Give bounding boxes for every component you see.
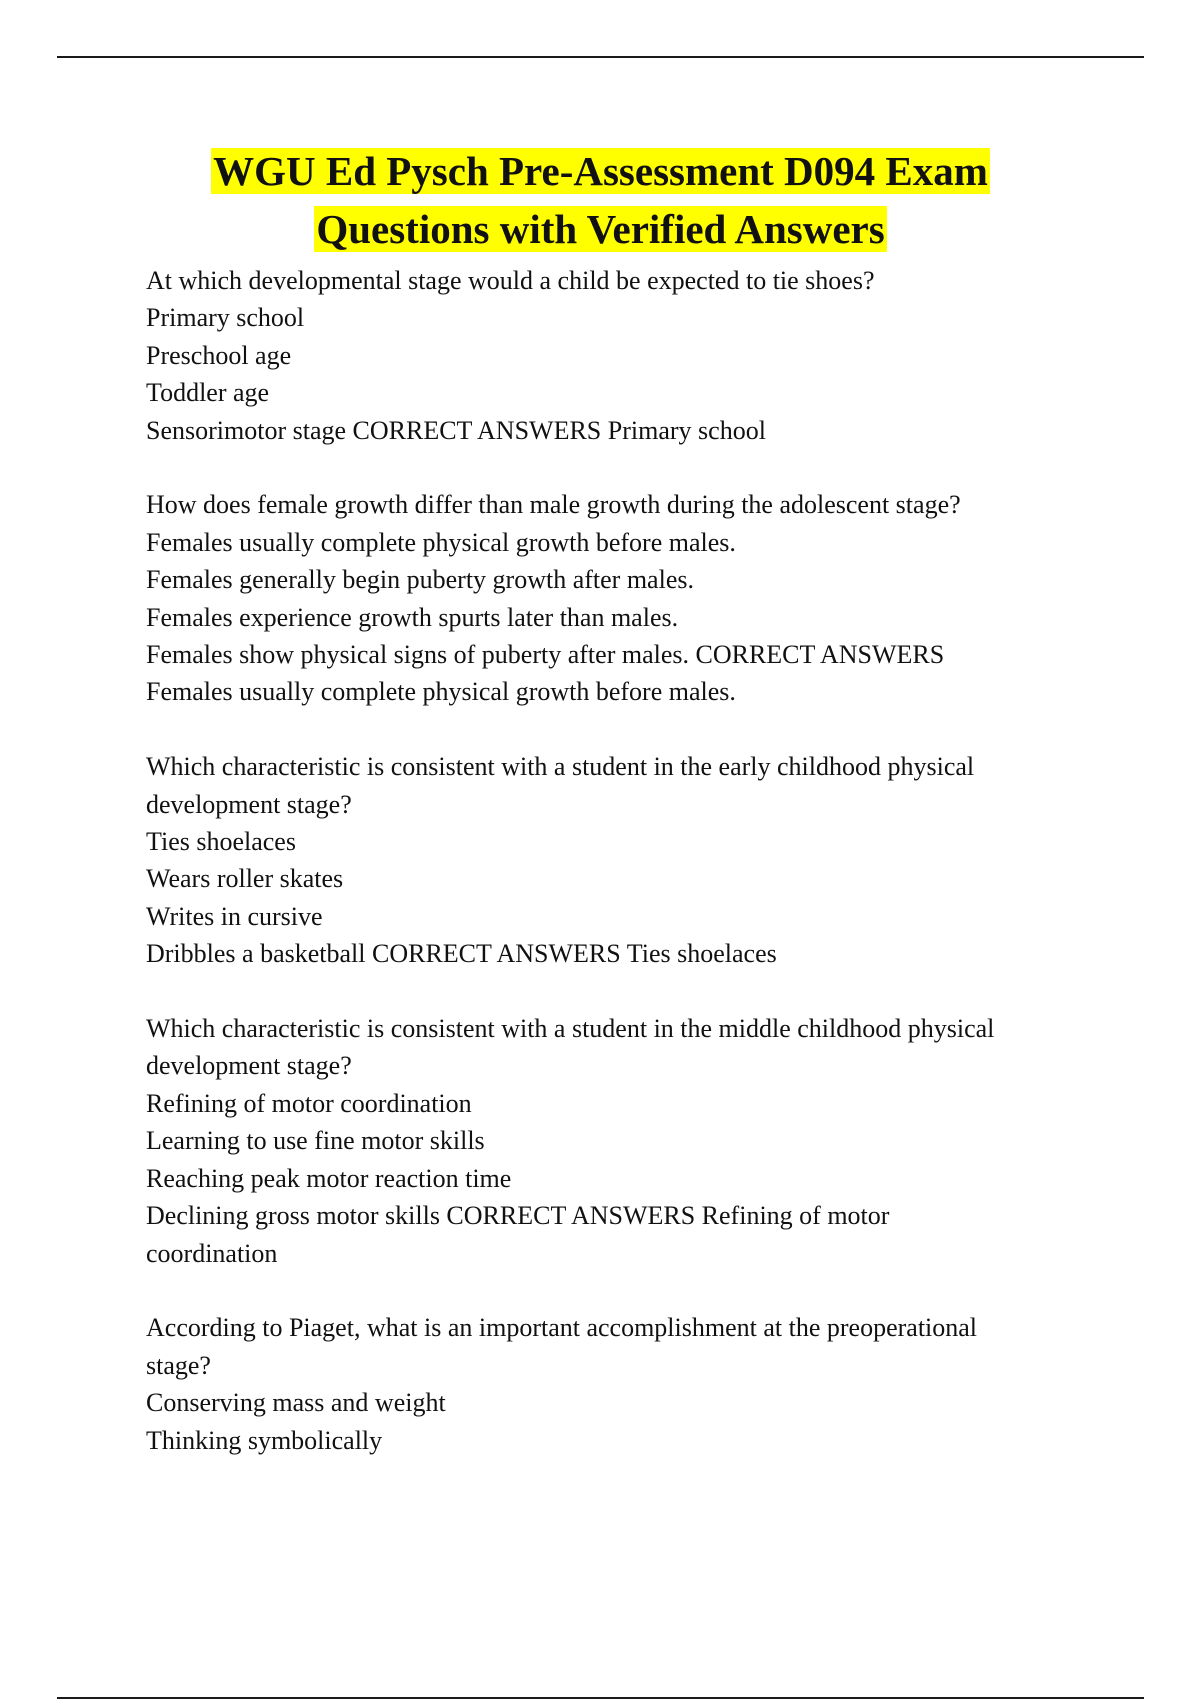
question-text: Which characteristic is consistent with a student in the early childhood physical xyxy=(146,752,975,782)
question-text: At which developmental stage would a child be expected to tie shoes? xyxy=(146,266,875,295)
answer-option-with-correct-answer: Sensorimotor stage CORRECT ANSWERS Primary school xyxy=(146,415,766,445)
correct-answer-text: coordination xyxy=(146,1238,278,1268)
answer-option-with-correct-answer: Females show physical signs of puberty after males. CORRECT ANSWERS xyxy=(146,640,945,670)
question-text: Which characteristic is consistent with a student in the middle childhood physical xyxy=(146,1014,995,1044)
question-text: development stage? xyxy=(146,789,352,819)
answer-option: Reaching peak motor reaction time xyxy=(146,1163,512,1193)
answer-option: Conserving mass and weight xyxy=(146,1388,446,1418)
answer-option: Preschool age xyxy=(146,340,292,370)
question-block-5 xyxy=(146,1309,1086,1459)
title-line-2: Questions with Verified Answers xyxy=(316,206,885,252)
bottom-rule xyxy=(57,1697,1144,1699)
answer-option: Writes in cursive xyxy=(146,901,323,931)
answer-option: Learning to use fine motor skills xyxy=(146,1126,485,1156)
answer-option-with-correct-answer: Dribbles a basketball CORRECT ANSWERS Ties shoelaces xyxy=(146,939,777,969)
answer-option: Wears roller skates xyxy=(146,864,344,894)
document-body xyxy=(146,262,1086,1459)
correct-answer-text: Females usually complete physical growth before males. xyxy=(146,677,736,707)
answer-option: Primary school xyxy=(146,303,305,333)
document-title xyxy=(57,142,1144,258)
question-block-3 xyxy=(146,748,1086,972)
answer-option: Females generally begin puberty growth after males. xyxy=(146,565,694,595)
answer-option-with-correct-answer: Declining gross motor skills CORRECT ANSWERS Refining of motor xyxy=(146,1201,890,1231)
answer-option: Toddler age xyxy=(146,378,270,408)
question-block-2 xyxy=(146,486,1086,710)
answer-option: Refining of motor coordination xyxy=(146,1088,472,1118)
title-line-1: WGU Ed Pysch Pre-Assessment D094 Exam xyxy=(213,148,988,194)
question-block-1 xyxy=(146,262,1086,449)
answer-option: Ties shoelaces xyxy=(146,827,296,857)
question-text: stage? xyxy=(146,1350,211,1380)
answer-option: Thinking symbolically xyxy=(146,1425,383,1455)
question-text: How does female growth differ than male growth during the adolescent stage? xyxy=(146,490,961,520)
question-text: According to Piaget, what is an important accomplishment at the preoperational xyxy=(146,1313,978,1343)
answer-option: Females usually complete physical growth before males. xyxy=(146,527,736,557)
question-block-4 xyxy=(146,1010,1086,1272)
top-rule xyxy=(57,56,1144,58)
question-text: development stage? xyxy=(146,1051,352,1081)
answer-option: Females experience growth spurts later than males. xyxy=(146,602,679,632)
